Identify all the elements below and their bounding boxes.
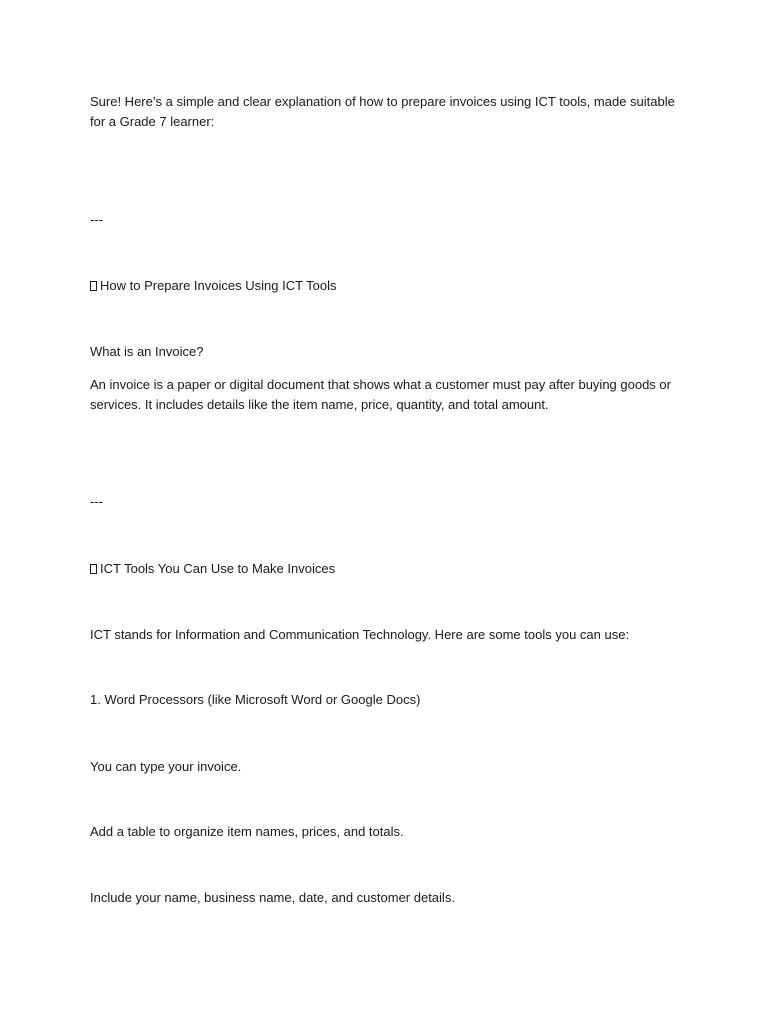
- separator: ---: [90, 494, 103, 509]
- intro-paragraph: Sure! Here’s a simple and clear explanation of how to prepare invoices using ICT tools, made suitable for a Grade 7 learner:: [90, 94, 675, 129]
- tool-item-word-processors: 1. Word Processors (like Microsoft Word or Google Docs): [90, 692, 421, 707]
- ict-intro-paragraph: ICT stands for Information and Communication Technology. Here are some tools you can use:: [90, 627, 630, 642]
- section-heading-ict-tools: [90, 559, 690, 579]
- tool-point-include-details: Include your name, business name, date, and customer details.: [90, 890, 455, 905]
- section-heading-prepare-invoices: [90, 276, 690, 296]
- missing-glyph-icon: [90, 564, 97, 574]
- invoice-definition-paragraph: An invoice is a paper or digital document that shows what a customer must pay after buying goods or services. It includes details like the item name, price, quantity, and total amount.: [90, 377, 671, 412]
- tool-point-add-table: Add a table to organize item names, prices, and totals.: [90, 824, 404, 839]
- section-heading-text: ICT Tools You Can Use to Make Invoices: [100, 561, 336, 576]
- separator: ---: [90, 212, 103, 227]
- section-heading-text: How to Prepare Invoices Using ICT Tools: [100, 278, 337, 293]
- subheading-what-is-invoice: What is an Invoice?: [90, 344, 204, 359]
- missing-glyph-icon: [90, 281, 97, 291]
- tool-point-type-invoice: You can type your invoice.: [90, 759, 242, 774]
